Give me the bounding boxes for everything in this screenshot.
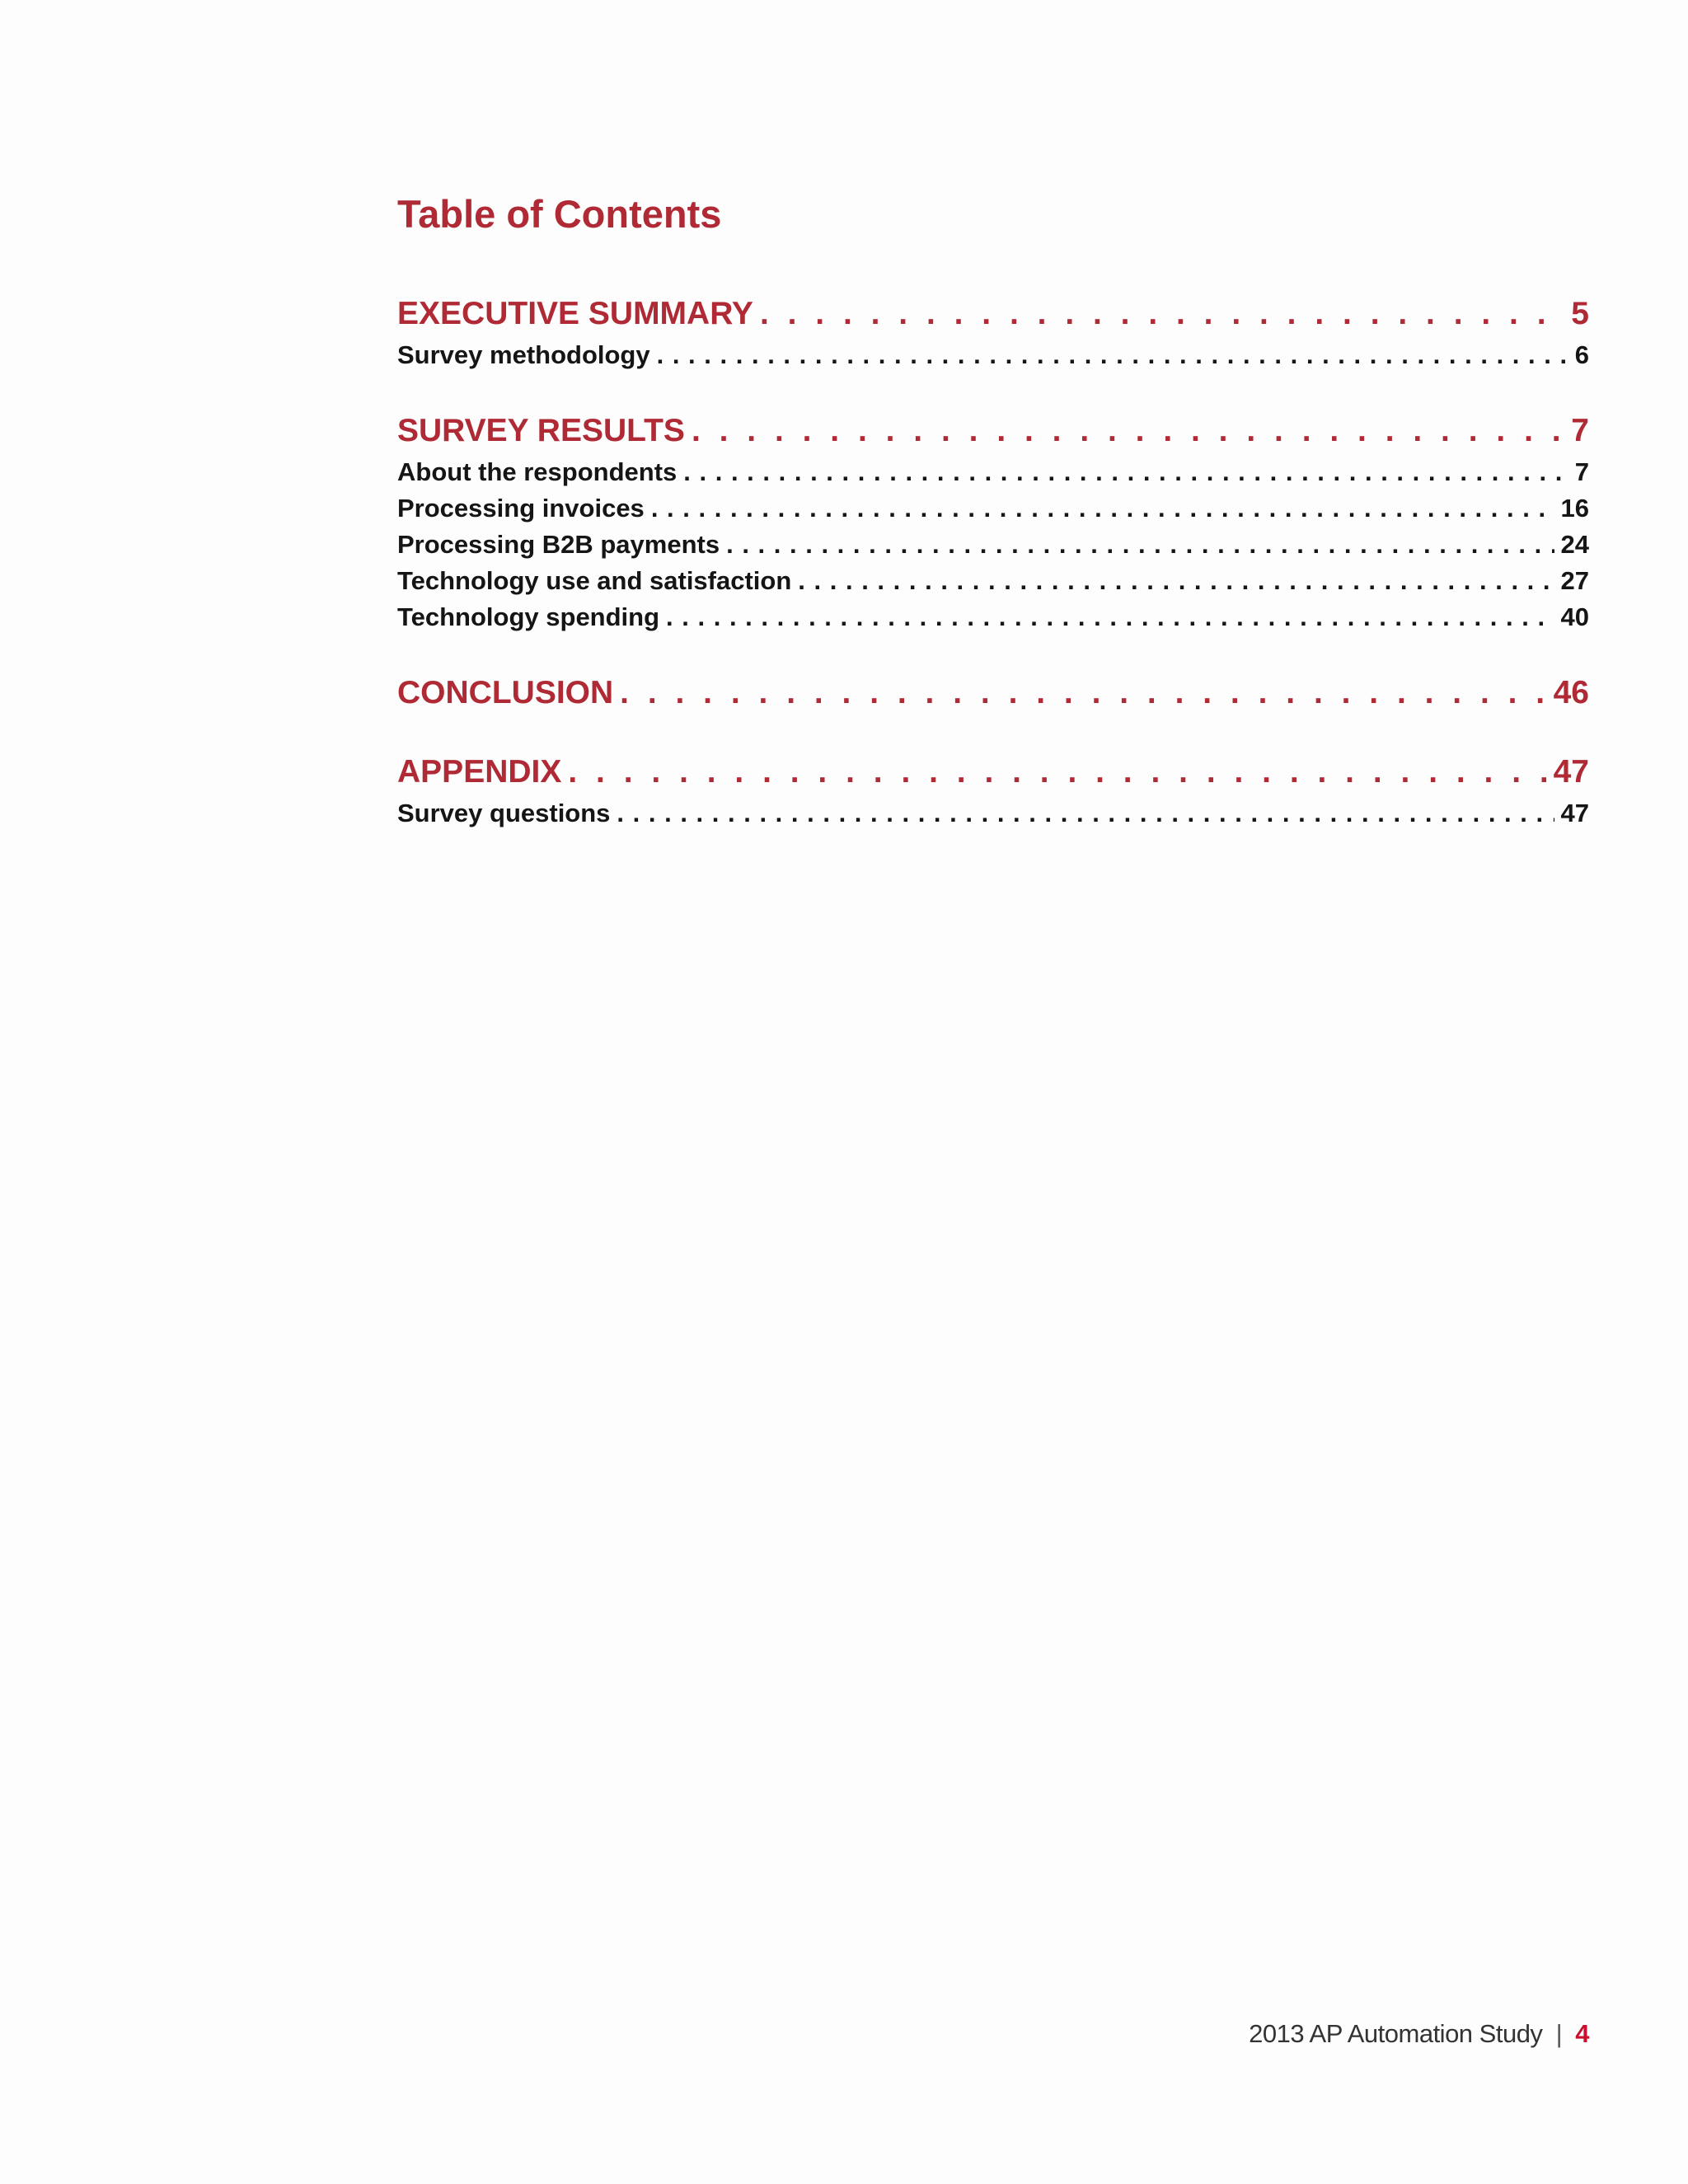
page-title: Table of Contents: [397, 192, 722, 236]
toc-heading-executive-summary[interactable]: [397, 293, 1589, 335]
toc-item-page: 27: [1560, 566, 1589, 595]
dot-leader: [726, 527, 1554, 563]
toc-section-survey-results: [397, 410, 1589, 635]
page-footer: [1249, 2019, 1589, 2049]
toc-heading-page: 46: [1553, 675, 1589, 710]
toc-section-executive-summary: [397, 293, 1589, 373]
dot-leader: [760, 293, 1564, 335]
toc-item-label: Survey questions: [397, 799, 611, 827]
toc-heading-page: 5: [1571, 296, 1589, 331]
footer-separator: |: [1555, 2019, 1563, 2048]
footer-page-number: 4: [1575, 2019, 1589, 2048]
toc-item-page: 7: [1574, 457, 1589, 486]
footer-publication-title: 2013 AP Automation Study: [1249, 2019, 1543, 2048]
toc-heading-appendix[interactable]: [397, 751, 1589, 794]
toc-item-page: 6: [1574, 340, 1589, 369]
toc-item-about-the-respondents[interactable]: [397, 454, 1589, 490]
toc-heading-label: SURVEY RESULTS: [397, 413, 685, 448]
dot-leader: [683, 454, 1568, 490]
toc-item-label: Processing B2B payments: [397, 530, 720, 559]
dot-leader: [692, 410, 1564, 452]
toc-item-processing-invoices[interactable]: [397, 490, 1589, 527]
toc-heading-page: 7: [1571, 413, 1589, 448]
toc-heading-survey-results[interactable]: [397, 410, 1589, 452]
toc-item-label: Technology spending: [397, 602, 660, 631]
toc-item-survey-questions[interactable]: [397, 795, 1589, 832]
toc-heading-label: APPENDIX: [397, 754, 562, 790]
toc-item-page: 47: [1560, 799, 1589, 827]
toc-heading-label: EXECUTIVE SUMMARY: [397, 296, 753, 331]
toc-item-label: Survey methodology: [397, 340, 650, 369]
toc-section-conclusion: [397, 672, 1589, 715]
dot-leader: [617, 795, 1554, 832]
toc-item-page: 16: [1560, 494, 1589, 523]
dot-leader: [651, 490, 1554, 527]
toc-item-technology-use-and-satisfaction[interactable]: [397, 563, 1589, 599]
dot-leader: [620, 672, 1546, 715]
table-of-contents: [397, 185, 1589, 868]
toc-heading-label: CONCLUSION: [397, 675, 614, 710]
toc-heading-page: 47: [1553, 754, 1589, 790]
dot-leader: [798, 563, 1554, 599]
toc-heading-conclusion[interactable]: [397, 672, 1589, 715]
toc-item-survey-methodology[interactable]: [397, 337, 1589, 373]
toc-item-label: Technology use and satisfaction: [397, 566, 792, 595]
dot-leader: [657, 337, 1568, 373]
toc-item-technology-spending[interactable]: [397, 599, 1589, 635]
toc-item-processing-b2b-payments[interactable]: [397, 527, 1589, 563]
toc-item-label: Processing invoices: [397, 494, 645, 523]
toc-item-page: 24: [1560, 530, 1589, 559]
dot-leader: [666, 599, 1554, 635]
dot-leader: [568, 751, 1546, 794]
toc-item-label: About the respondents: [397, 457, 678, 486]
toc-item-page: 40: [1560, 602, 1589, 631]
toc-section-appendix: [397, 751, 1589, 832]
